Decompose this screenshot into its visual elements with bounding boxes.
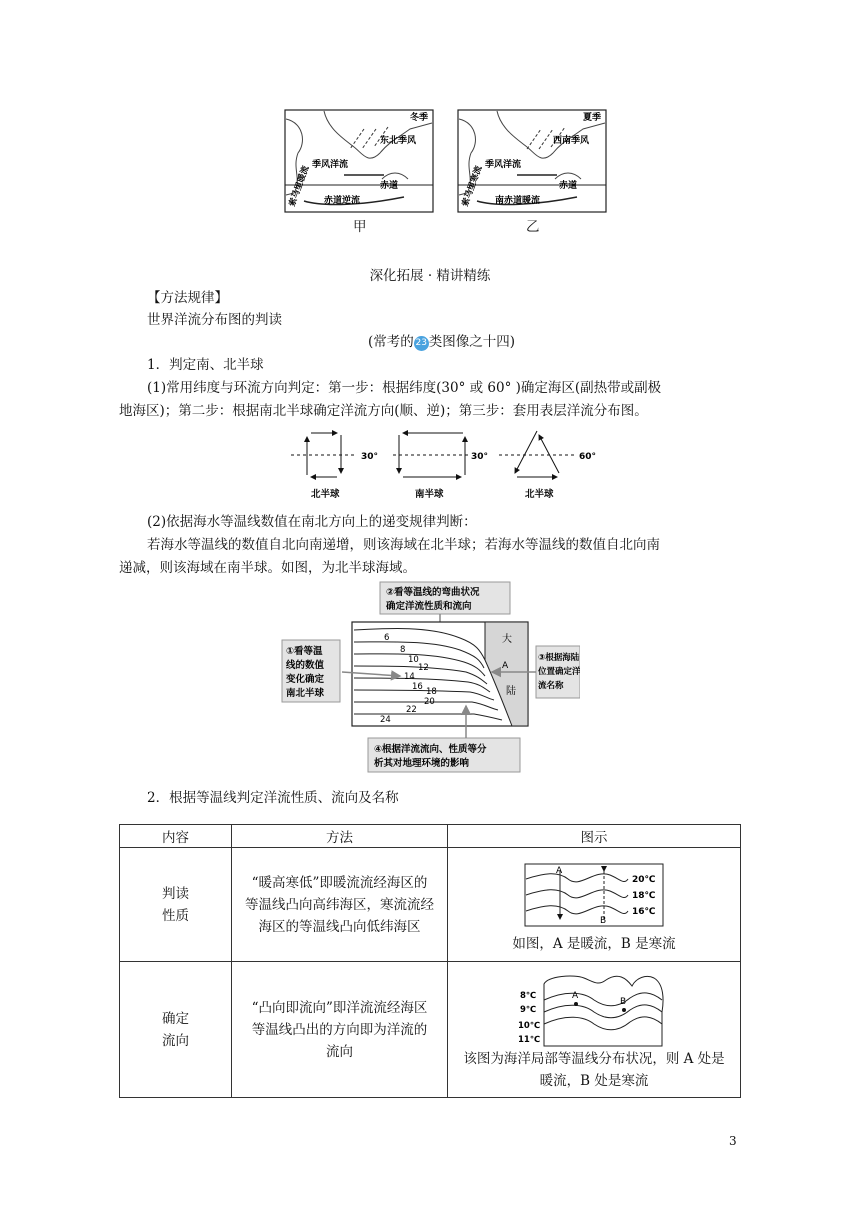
point-label: A xyxy=(572,990,579,1001)
temp-label: 16℃ xyxy=(632,906,656,917)
isotherm-value: 24 xyxy=(380,715,391,725)
table-row xyxy=(120,848,741,962)
paragraph: 递减，则该海域在南半球。如图，为北半球海域。 xyxy=(119,560,416,576)
paragraph: (2)依据海水等温线数值在南北方向上的递变规律判断： xyxy=(147,514,477,530)
temp-label: 20℃ xyxy=(632,874,656,885)
item2-title: 2．根据等温线判定洋流性质、流向及名称 xyxy=(147,790,399,806)
lat-label: 30° xyxy=(361,452,379,462)
paragraph: 地海区)；第二步：根据南北半球确定洋流方向(顺、逆)；第三步：套用表层洋流分布图。 xyxy=(119,403,648,419)
table-header: 图示 xyxy=(448,825,741,848)
current-label: 季风洋流 xyxy=(312,160,349,170)
isotherm-value: 10 xyxy=(408,655,419,665)
paragraph: 若海水等温线的数值自北向南递增，则该海域在北半球；若海水等温线的数值自北向南 xyxy=(147,537,660,553)
topic-title: 世界洋流分布图的判读 xyxy=(147,312,282,328)
isotherm-value: 22 xyxy=(406,705,417,715)
method-table xyxy=(119,824,741,1098)
temp-label: 9℃ xyxy=(520,1004,537,1015)
monsoon-label: 东北季风 xyxy=(380,136,417,146)
point-label: B xyxy=(620,996,627,1007)
table-row xyxy=(120,962,741,1098)
temp-label: 18℃ xyxy=(632,890,656,901)
lat-label: 30° xyxy=(471,452,489,462)
method-cell: “凸向即流向”即洋流流经海区 等温线凸出的方向即为洋流的 流向 xyxy=(232,962,448,1098)
hemisphere-label: 南半球 xyxy=(415,489,444,500)
current-label: 索马里寒流 xyxy=(460,164,485,209)
isotherm-value: 14 xyxy=(404,672,415,682)
callout-text: ④根据洋流流向、性质等分 xyxy=(374,744,487,755)
number-badge: 23 xyxy=(414,336,429,351)
monsoon-label: 西南季风 xyxy=(553,136,590,146)
paragraph: (1)常用纬度与环流方向判定：第一步：根据纬度(30° 或 60° )确定海区(副热带或副极 xyxy=(147,380,662,396)
table-header: 内容 xyxy=(120,825,232,848)
current-label: 季风洋流 xyxy=(485,160,522,170)
top-map-right xyxy=(457,109,607,213)
point-label: B xyxy=(600,915,607,926)
method-cell: “暖高寒低”即暖流流经海区的 等温线凸向高纬海区，寒流流经 海区的等温线凸向低纬海区 xyxy=(232,848,448,962)
hemisphere-diagrams xyxy=(285,425,605,507)
figure-caption: 该图为海洋局部等温线分布状况，则 A 处是 暖流，B 处是寒流 xyxy=(463,1050,725,1089)
season-label: 冬季 xyxy=(410,113,429,123)
isotherm-value: 6 xyxy=(384,633,390,643)
current-label: 南赤道暖流 xyxy=(495,196,541,206)
isotherm-mini-figure xyxy=(514,972,674,1048)
figure-cell xyxy=(448,962,741,1098)
callout-text: ②看等温线的弯曲状况 xyxy=(386,587,480,598)
item1-title: 1．判定南、北半球 xyxy=(147,357,264,373)
section-title: 深化拓展 · 精讲精练 xyxy=(369,268,491,284)
land-label: A xyxy=(502,661,509,671)
hemisphere-label: 北半球 xyxy=(311,489,340,500)
figure-caption: 如图，A 是暖流，B 是寒流 xyxy=(512,935,676,952)
map-caption: 甲 xyxy=(353,219,367,235)
current-label: 赤道逆流 xyxy=(324,196,361,206)
subtitle: (常考的 23 类图像之十四) xyxy=(368,334,516,350)
callout-text: 南北半球 xyxy=(286,688,325,699)
isotherm-value: 16 xyxy=(412,682,423,692)
isotherm-value: 18 xyxy=(426,687,437,697)
isotherm-value: 8 xyxy=(400,645,406,655)
equator-label: 赤道 xyxy=(380,181,399,191)
content-cell: 确定 流向 xyxy=(120,962,232,1098)
page-number: 3 xyxy=(729,1134,737,1148)
callout-text: 析其对地理环境的影响 xyxy=(374,758,470,769)
map-caption: 乙 xyxy=(526,219,540,235)
callout-text: ①看等温 xyxy=(286,646,323,657)
land-label: 大 xyxy=(502,634,512,645)
lat-label: 60° xyxy=(579,452,597,462)
callout-text: 线的数值 xyxy=(286,660,325,671)
callout-text: 变化确定 xyxy=(286,674,325,685)
callout-text: 流名称 xyxy=(538,681,564,691)
point-label: A xyxy=(556,865,563,876)
isotherm-figure xyxy=(280,580,580,774)
current-label: 索马里暖流 xyxy=(287,164,312,209)
temp-label: 10℃ xyxy=(518,1020,541,1031)
season-label: 夏季 xyxy=(583,113,602,123)
content-cell: 判读 性质 xyxy=(120,848,232,962)
temp-label: 11℃ xyxy=(518,1034,541,1045)
land-label: 陆 xyxy=(506,686,516,697)
callout-text: ③根据海陆 xyxy=(538,653,580,663)
temp-label: 8℃ xyxy=(520,990,537,1001)
equator-label: 赤道 xyxy=(559,181,578,191)
isotherm-value: 12 xyxy=(418,663,429,673)
hemisphere-label: 北半球 xyxy=(525,489,554,500)
isotherm-value: 20 xyxy=(424,697,435,707)
method-heading: 【方法规律】 xyxy=(147,290,228,306)
isotherm-mini-figure xyxy=(524,863,664,929)
callout-text: 确定洋流性质和流向 xyxy=(386,601,472,612)
table-header: 方法 xyxy=(232,825,448,848)
callout-text: 位置确定洋 xyxy=(538,667,580,677)
top-map-left xyxy=(284,109,434,213)
figure-cell xyxy=(448,848,741,962)
